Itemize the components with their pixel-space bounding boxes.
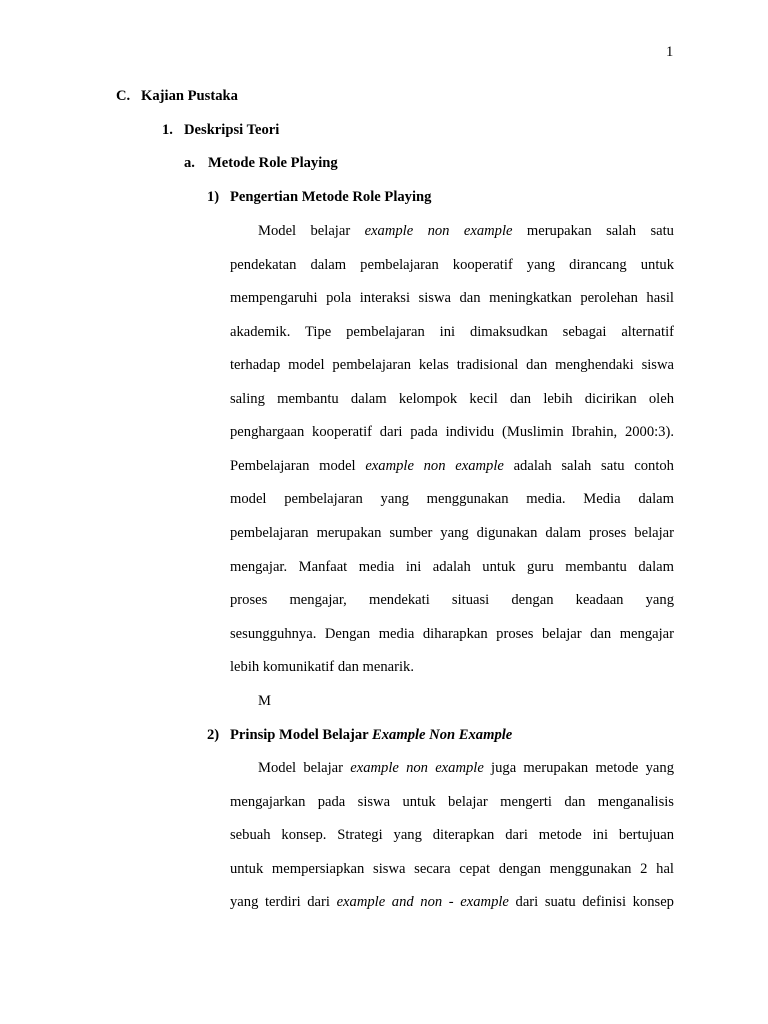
- para1-line-6: saling membantu dalam kelompok kecil dan lebih dicirikan oleh: [230, 391, 674, 407]
- para1-line-2: pendekatan dalam pembelajaran kooperatif yang dirancang untuk: [230, 257, 674, 273]
- page-number: 1: [666, 44, 674, 60]
- heading-c-number: C.: [116, 88, 131, 104]
- para1-line-8: Pembelajaran model example non example adalah salah satu contoh: [230, 458, 674, 474]
- heading-kajian-pustaka: Kajian Pustaka: [141, 88, 238, 104]
- heading-1-number: 1.: [162, 122, 173, 138]
- para1-line-5: terhadap model pembelajaran kelas tradisional dan menghendaki siswa: [230, 357, 674, 373]
- para1-line-1: Model belajar example non example merupakan salah satu: [258, 223, 674, 239]
- para1-line-14: lebih komunikatif dan menarik.: [230, 659, 414, 675]
- heading-2p-number: 2): [207, 727, 220, 743]
- para2-line-2: mengajarkan pada siswa untuk belajar mengerti dan menganalisis: [230, 794, 674, 810]
- para2-line-1: Model belajar example non example juga merupakan metode yang: [258, 760, 674, 776]
- para2-line-3: sebuah konsep. Strategi yang diterapkan dari metode ini bertujuan: [230, 827, 674, 843]
- para1-line-12: proses mengajar, mendekati situasi dengan keadaan yang: [230, 592, 674, 608]
- heading-pengertian: Pengertian Metode Role Playing: [230, 189, 432, 205]
- heading-deskripsi-teori: Deskripsi Teori: [184, 122, 280, 138]
- heading-prinsip: Prinsip Model Belajar Example Non Example: [230, 727, 513, 743]
- heading-a-number: a.: [184, 155, 195, 171]
- para1-line-9: model pembelajaran yang menggunakan media. Media dalam: [230, 491, 674, 507]
- heading-1p-number: 1): [207, 189, 220, 205]
- para1-line-13: sesungguhnya. Dengan media diharapkan proses belajar dan mengajar: [230, 626, 674, 642]
- stray-letter: M: [258, 693, 271, 709]
- para2-line-5: yang terdiri dari example and non - example dari suatu definisi konsep: [230, 894, 674, 910]
- para2-line-4: untuk mempersiapkan siswa secara cepat dengan menggunakan 2 hal: [230, 861, 674, 877]
- para1-line-3: mempengaruhi pola interaksi siswa dan meningkatkan perolehan hasil: [230, 290, 674, 306]
- para1-line-10: pembelajaran merupakan sumber yang digunakan dalam proses belajar: [230, 525, 674, 541]
- para1-line-7: penghargaan kooperatif dari pada individu (Muslimin Ibrahin, 2000:3).: [230, 424, 674, 440]
- heading-metode-role-playing: Metode Role Playing: [208, 155, 338, 171]
- para1-line-4: akademik. Tipe pembelajaran ini dimaksudkan sebagai alternatif: [230, 324, 674, 340]
- para1-line-11: mengajar. Manfaat media ini adalah untuk guru membantu dalam: [230, 559, 674, 575]
